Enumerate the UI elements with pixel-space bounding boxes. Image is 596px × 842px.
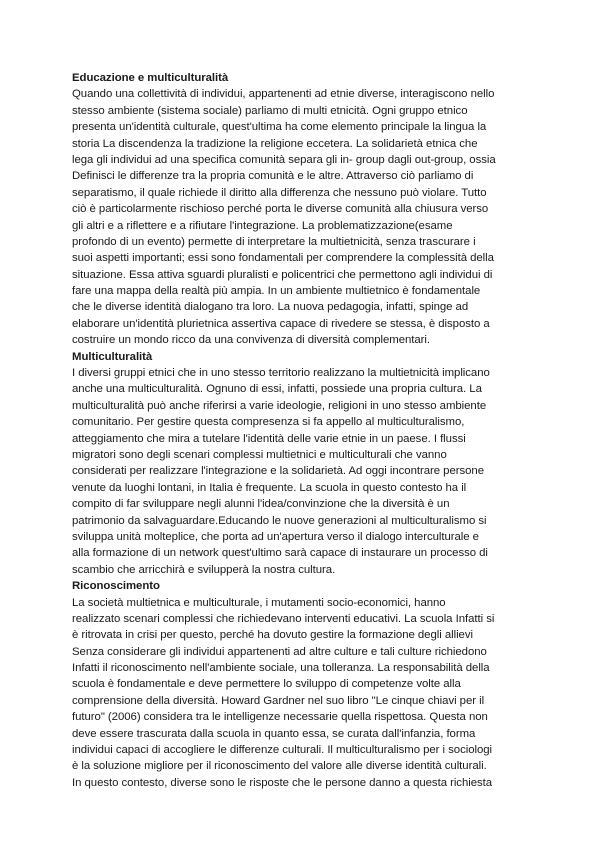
paragraph-line: scambio che arricchirà e svilupperà la nostra cultura. [72, 563, 336, 576]
document-page [72, 70, 524, 791]
section-educazione [72, 70, 524, 349]
section-heading: Educazione e multiculturalità [72, 72, 229, 84]
paragraph-line: multiculturalità può anche riferirsi a varie ideologie, religioni in uno stesso ambiente [72, 399, 487, 412]
paragraph-line: situazione. Essa attiva sguardi pluralisti e policentrici che permettono agli individui di [72, 268, 493, 281]
paragraph-line: è ritrovata in crisi per questo, perché ha dovuto gestire la formazione degli allievi [72, 629, 473, 642]
paragraph-line: sviluppa unità molteplice, che porta ad un'apertura verso il dialogo interculturale e [72, 530, 479, 543]
paragraph-line: ciò è particolarmente rischioso perché porta le diverse comunità alla chiusura verso [72, 203, 489, 216]
paragraph-line: profondo di un evento) permette di interpretare la multietnicità, senza trascurare i [72, 235, 476, 248]
paragraph-line: che le diverse identità dialogano tra loro. La nuova pedagogia, infatti, spinge ad [72, 301, 469, 314]
section-heading: Riconoscimento [72, 580, 160, 593]
paragraph-line: comprensione della diversità. Howard Gardner nel suo libro "Le cinque chiavi per il [72, 694, 485, 707]
paragraph-line: scuola è fondamentale e deve permettere lo sviluppo di competenze volte alla [72, 678, 461, 691]
paragraph-line: suoi aspetti importanti; essi sono fondamentali per comprendere la complessità della [72, 252, 494, 265]
paragraph-line: è la soluzione migliore per il riconoscimento del valore alle diverse identità culturali. [72, 760, 487, 773]
section-heading: Multiculturalità [72, 350, 153, 363]
paragraph-line: storia La discendenza la tradizione la religione eccetera. La solidarietà etnica che [72, 137, 478, 150]
paragraph-line: compito di far sviluppare negli alunni l'idea/convinzione che la diversità è un [72, 498, 450, 511]
section-riconoscimento [72, 578, 524, 791]
paragraph-line: Definisci le differenze tra la propria comunità e le altre. Attraverso ciò parliamo di [72, 170, 474, 183]
paragraph-line: considerati per realizzare l'integrazione e la solidarietà. Ad oggi incontrare persone [72, 465, 484, 478]
paragraph-line: alla formazione di un network quest'ultimo sarà capace di instaurare un processo di [72, 547, 488, 560]
paragraph-line: Quando una collettività di individui, appartenenti ad etnie diverse, interagiscono nello [72, 88, 495, 101]
paragraph-line: La società multietnica e multiculturale, i mutamenti socio-economici, hanno [72, 596, 446, 609]
paragraph-line: fare una mappa della realtà più ampia. In un ambiente multietnico è fondamentale [72, 285, 481, 298]
paragraph-line: lega gli individui ad una specifica comunità separa gli in- group dagli out-group, ossia [72, 153, 496, 166]
paragraph-line: patrimonio da salvaguardare.Educando le nuove generazioni al multiculturalismo si [72, 514, 487, 527]
paragraph-line: deve essere trascurata dalla scuola in quanto essa, se curata dall'infanzia, forma [72, 727, 476, 740]
paragraph-line: atteggiamento che mira a tutelare l'identità delle varie etnie in un paese. I flussi [72, 432, 466, 445]
paragraph-line: comunitario. Per gestire questa compresenza si fa appello al multiculturalismo, [72, 416, 465, 429]
paragraph-line: futuro" (2006) considera tra le intelligenze necessarie quella rispettosa. Questa non [72, 711, 488, 724]
section-multiculturalita [72, 349, 524, 578]
paragraph-line: I diversi gruppi etnici che in uno stesso territorio realizzano la multietnicità implicano [72, 367, 490, 380]
paragraph-line: venute da luoghi lontani, in Italia è frequente. La scuola in questo contesto ha il [72, 481, 467, 494]
paragraph-line: presenta un'identità culturale, quest'ultima ha come elemento principale la lingua la [72, 121, 487, 134]
paragraph-line: gli altri e a riflettere e a rifiutare l'integrazione. La problematizzazione(esame [72, 219, 453, 232]
paragraph-line: Senza considerare gli individui appartenenti ad altre culture e tali culture richiedono [72, 645, 487, 658]
paragraph-line: elaborare un'identità plurietnica assertiva capace di rivedere se stessa, è disposto a [72, 317, 490, 330]
paragraph-line: migratori sono degli scenari complessi multietnici e multiculturali che vanno [72, 448, 447, 461]
paragraph-line: individui capaci di accogliere le differenze culturali. Il multiculturalismo per i sociologi [72, 744, 493, 757]
paragraph-line: Infatti il riconoscimento nell'ambiente sociale, una tolleranza. La responsabilità della [72, 662, 490, 675]
paragraph-line: separatismo, il quale richiede il diritto alla differenza che nessuno può violare. Tutto [72, 186, 487, 199]
paragraph-line: stesso ambiente (sistema sociale) parliamo di multi etnicità. Ogni gruppo etnico [72, 104, 468, 117]
paragraph-line: anche una multiculturalità. Ognuno di essi, infatti, possiede una propria cultura. La [72, 383, 482, 396]
paragraph-line: realizzato scenari complessi che richiedevano interventi educativi. La scuola Infatti si [72, 612, 495, 625]
paragraph-line: In questo contesto, diverse sono le risposte che le persone danno a questa richiesta [72, 776, 493, 789]
paragraph-line: costruire un mondo ricco da una convivenza di diversità complementari. [72, 334, 431, 347]
